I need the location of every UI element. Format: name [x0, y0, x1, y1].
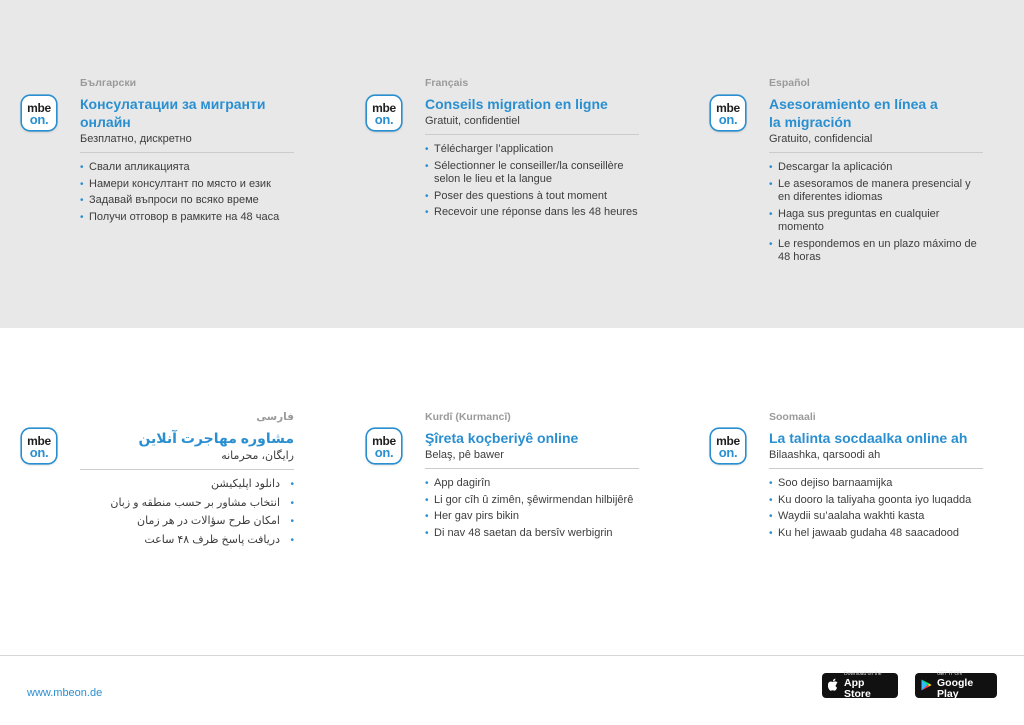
list-item: • Télécharger l’application [425, 143, 639, 157]
language-label: فارسی [256, 411, 294, 423]
list-item: • App dagirîn [425, 477, 639, 491]
list-item: • Di nav 48 saetan da bersîv werbigrin [425, 527, 639, 541]
list-item: • Получи отговор в рамките на 48 часа [80, 211, 294, 225]
mbeon-logo: mbe on. [711, 429, 745, 463]
language-label: Soomaali [769, 411, 816, 423]
list-item: • انتخاب مشاور بر حسب منطقه و زبان [94, 497, 294, 511]
mbeon-logo: mbe on. [22, 429, 56, 463]
language-label: Français [425, 77, 469, 89]
list-item: • Намери консултант по място и език [80, 178, 294, 192]
apple-icon [828, 678, 839, 693]
divider [769, 152, 983, 153]
card-somali [769, 411, 1024, 543]
play-icon [921, 679, 932, 693]
card-kurdish [425, 411, 705, 543]
list-item: • Ku dooro la taliyaha goonta iyo luqadda [769, 494, 983, 508]
card-subtitle: Gratuito, confidencial [769, 133, 873, 145]
google-play-badge[interactable]: GET IT ON Google Play [915, 673, 997, 698]
language-label: Kurdî (Kurmancî) [425, 411, 511, 423]
language-label: Български [80, 77, 137, 89]
card-title: Консулатации за мигранти онлайн [80, 96, 266, 130]
divider [80, 469, 294, 470]
step-list [769, 477, 983, 540]
card-subtitle: Bilaashka, qarsoodi ah [769, 449, 881, 461]
list-item: • Descargar la aplicación [769, 161, 983, 175]
card-spanish [769, 77, 1024, 268]
list-item: • Soo dejiso barnaamijka [769, 477, 983, 491]
list-item: • Le asesoramos de manera presencial y en diferentes idiomas [769, 178, 983, 205]
card-title: La talinta socdaalka online ah [769, 430, 968, 446]
card-subtitle: Gratuit, confidentiel [425, 115, 520, 127]
step-list [80, 161, 294, 224]
card-subtitle: Belaş, pê bawer [425, 449, 504, 461]
step-list [425, 477, 639, 540]
language-label: Español [769, 77, 810, 89]
card-title: Şîreta koçberiyê online [425, 430, 579, 446]
list-item: • Recevoir une réponse dans les 48 heures [425, 206, 639, 220]
footer-divider [0, 655, 1024, 656]
card-subtitle: رایگان، محرمانه [221, 450, 294, 462]
card-subtitle: Безплатно, дискретно [80, 133, 192, 145]
card-title: مشاوره مهاجرت آنلاین [138, 430, 294, 446]
list-item: • Le respondemos en un plazo máximo de 48 horas [769, 238, 983, 265]
divider [425, 134, 639, 135]
list-item: • امکان طرح سؤالات در هر زمان [94, 515, 294, 529]
step-list [769, 161, 983, 265]
list-item: • Ku hel jawaab gudaha 48 saacadood [769, 527, 983, 541]
list-item: • Her gav pirs bikin [425, 510, 639, 524]
card-title: Conseils migration en ligne [425, 96, 608, 112]
list-item: • دانلود اپلیکیشن [94, 478, 294, 492]
mbeon-logo: mbe on. [367, 429, 401, 463]
step-list [425, 143, 639, 220]
divider [425, 468, 639, 469]
card-french [425, 77, 705, 223]
list-item: • Sélectionner le conseiller/la conseillère selon le lieu et la langue [425, 160, 639, 187]
list-item: • Li gor cîh û zimên, şêwirmendan hilbijêrê [425, 494, 639, 508]
card-bulgarian [80, 77, 360, 227]
list-item: • Задавай въпроси по всяко време [80, 194, 294, 208]
app-store-badge[interactable]: Download on the App Store [822, 673, 898, 698]
list-item: • Haga sus preguntas en cualquier momento [769, 208, 983, 235]
list-item: • Waydii su’aalaha wakhti kasta [769, 510, 983, 524]
mbeon-logo: mbe on. [22, 96, 56, 130]
mbeon-logo: mbe on. [367, 96, 401, 130]
card-farsi [80, 411, 294, 552]
list-item: • Свали апликацията [80, 161, 294, 175]
card-title: Asesoramiento en línea a la migración [769, 96, 938, 130]
list-item: • دریافت پاسخ ظرف ۴۸ ساعت [94, 534, 294, 548]
divider [769, 468, 983, 469]
step-list [94, 478, 294, 547]
mbeon-logo: mbe on. [711, 96, 745, 130]
website-link[interactable]: www.mbeon.de [27, 687, 103, 699]
divider [80, 152, 294, 153]
list-item: • Poser des questions à tout moment [425, 190, 639, 204]
